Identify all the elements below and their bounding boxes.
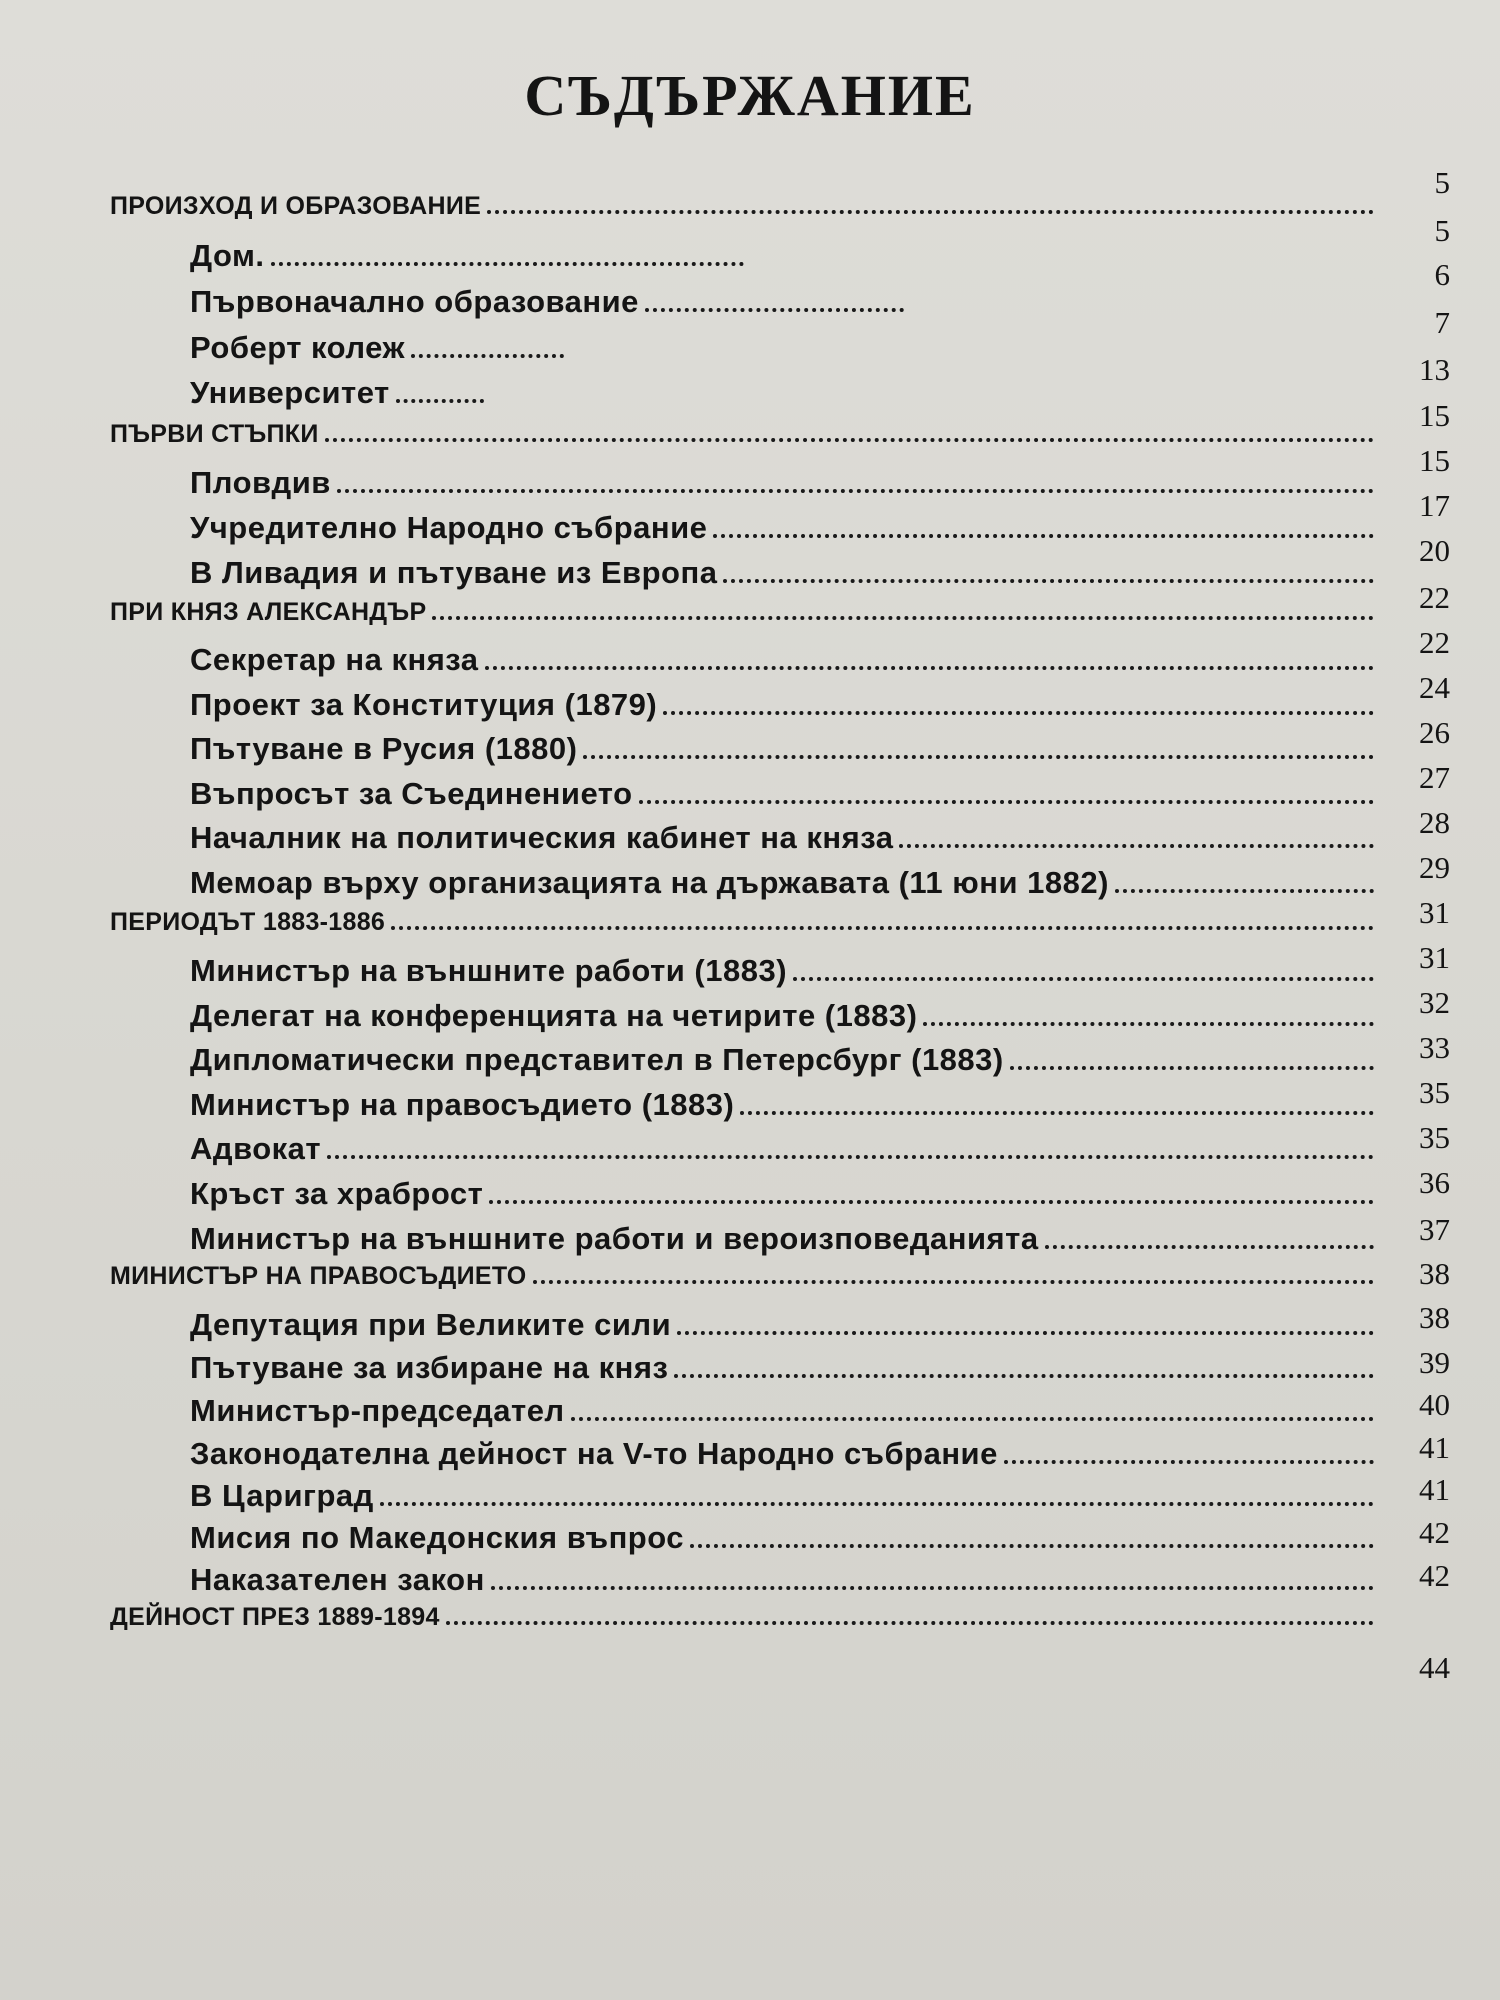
toc-subsection [190,1350,1380,1386]
toc-entry-title: Въпросът за Съединението [190,776,633,811]
toc-entry-title: МИНИСТЪР НА ПРАВОСЪДИЕТО [110,1262,527,1290]
toc-page-number: 35 [1419,1120,1450,1155]
toc-page-number: 13 [1419,352,1450,387]
dot-leader [899,827,1374,848]
toc-entry-title: Кръст за храброст [190,1176,484,1211]
toc-subsection [190,238,750,274]
toc-subsection [190,998,1380,1034]
toc-page-number: 33 [1419,1030,1450,1065]
toc-page-number: 39 [1419,1345,1450,1380]
toc-subsection [190,1131,1380,1167]
dot-leader [487,196,1374,214]
toc-page-number: 42 [1419,1515,1450,1550]
toc-page-number: 17 [1419,488,1450,523]
toc-entry-title: Дипломатически представител в Петерсбург (1883) [190,1042,1004,1077]
toc-subsection [190,510,1380,546]
toc-subsection [190,375,490,411]
toc-entry-title: В Ливадия и пътуване из Европа [190,555,718,590]
toc-page-number: 44 [1419,1650,1450,1685]
toc-subsection [190,776,1380,812]
dot-leader [740,1094,1374,1115]
toc-page-number: 35 [1419,1075,1450,1110]
dot-leader [485,649,1374,670]
toc-page-number: 28 [1419,805,1450,840]
toc-entry-title: Началник на политическия кабинет на княза [190,820,894,855]
toc-entry-title: Първоначално образование [190,284,639,319]
toc-section [110,1262,1380,1291]
toc-subsection [190,465,1380,501]
toc-page-number: 37 [1419,1212,1450,1247]
toc-page-number: 6 [1434,257,1450,292]
toc-entry-title: Министър-председател [190,1393,565,1428]
toc-entry-title: Наказателен закон [190,1562,485,1597]
dot-leader [380,1485,1374,1506]
dot-leader [325,424,1374,442]
toc-entry-title: Пътуване за избиране на княз [190,1350,669,1385]
toc-entry-title: Министър на външните работи (1883) [190,953,788,988]
toc-subsection [190,1307,1380,1343]
toc-section [110,1603,1380,1632]
toc-entry-title: Секретар на княза [190,642,479,677]
toc-entry-title: Адвокат [190,1131,322,1166]
dot-leader [1010,1049,1374,1070]
toc-page-number: 5 [1434,165,1450,200]
toc-subsection [190,953,1380,989]
toc-page-number: 42 [1419,1558,1450,1593]
dot-leader [1004,1443,1374,1464]
toc-entry-title: Мисия по Македонския въпрос [190,1520,685,1555]
toc-page-number: 26 [1419,715,1450,750]
toc-entry-title: Делегат на конференцията на четирите (1883) [190,998,918,1033]
toc-entry-title: Пловдив [190,465,331,500]
toc-page-number: 27 [1419,760,1450,795]
toc-page-number: 22 [1419,580,1450,615]
dot-leader [533,1266,1374,1284]
toc-entry-title: ПЪРВИ СТЪПКИ [110,420,319,448]
toc-entry-title: Мемоар върху организацията на държавата (11 юни 1882) [190,865,1109,900]
toc-page-number: 31 [1419,895,1450,930]
toc-entry-title: Роберт колеж [190,330,405,365]
toc-section [110,908,1380,937]
toc-entry-title: Законодателна дейност на V-то Народно събрание [190,1436,998,1471]
dot-leader [571,1400,1374,1421]
toc-subsection [190,1042,1380,1078]
toc-page-number: 24 [1419,670,1450,705]
toc-entry-title: Депутация при Великите сили [190,1307,672,1342]
toc-subsection [190,284,910,320]
toc-subsection [190,687,1380,723]
toc-section [110,420,1380,449]
dot-leader [411,337,564,358]
toc-subsection [190,1478,1380,1514]
dot-leader [271,245,744,266]
toc-entry-title: ДЕЙНОСТ ПРЕЗ 1889-1894 [110,1603,440,1631]
toc-subsection [190,1520,1380,1556]
toc-entry-title: Учредително Народно събрание [190,510,708,545]
dot-leader [327,1138,1374,1159]
toc-subsection [190,1176,1380,1212]
dot-leader [723,562,1374,583]
toc-subsection [190,1087,1380,1123]
dot-leader [391,912,1374,930]
toc-entry-title: Пътуване в Русия (1880) [190,731,578,766]
dot-leader [677,1314,1374,1335]
toc-subsection [190,1221,1380,1257]
toc-subsection [190,865,1380,901]
dot-leader [583,738,1374,759]
dot-leader [446,1607,1374,1625]
toc-section [110,192,1380,221]
dot-leader [491,1569,1374,1590]
toc-entry-title: ПРИ КНЯЗ АЛЕКСАНДЪР [110,598,427,626]
toc-entry-title: В Цариград [190,1478,374,1513]
dot-leader [923,1005,1374,1026]
toc-subsection [190,820,1380,856]
dot-leader [489,1183,1374,1204]
dot-leader [1045,1228,1374,1249]
dot-leader [713,517,1374,538]
toc-page-number: 36 [1419,1165,1450,1200]
toc-entry-title: Министър на външните работи и вероизповеданията [190,1221,1039,1256]
toc-page-number: 40 [1419,1387,1450,1422]
toc-page-number: 41 [1419,1430,1450,1465]
toc-subsection [190,642,1380,678]
dot-leader [1115,872,1374,893]
toc-entry-title: ПРОИЗХОД И ОБРАЗОВАНИЕ [110,192,482,220]
toc-page-number: 5 [1434,213,1450,248]
toc-page-number: 22 [1419,625,1450,660]
toc-entry-title: Проект за Конституция (1879) [190,687,658,722]
dot-leader [793,960,1374,981]
toc-subsection [190,1393,1380,1429]
toc-page-number: 15 [1419,443,1450,478]
toc-page-number: 20 [1419,533,1450,568]
toc-page-number: 38 [1419,1256,1450,1291]
toc-page-number: 32 [1419,985,1450,1020]
toc-entry-title: ПЕРИОДЪТ 1883-1886 [110,908,386,936]
toc-page-number: 29 [1419,850,1450,885]
toc-subsection [190,1562,1380,1598]
toc-subsection [190,731,1380,767]
toc-entry-title: Дом. [190,238,265,273]
dot-leader [674,1357,1374,1378]
toc-section [110,598,1380,627]
dot-leader [337,472,1374,493]
dot-leader [690,1527,1374,1548]
page-title: СЪДЪРЖАНИЕ [524,63,976,128]
toc-page-number: 31 [1419,940,1450,975]
toc-page-number: 7 [1434,305,1450,340]
dot-leader [663,694,1374,715]
toc-entry-title: Университет [190,375,390,410]
toc-subsection [190,330,570,366]
dot-leader [645,291,904,312]
toc-page-number: 41 [1419,1472,1450,1507]
toc-subsection [190,555,1380,591]
dot-leader [396,382,484,403]
dot-leader [432,602,1374,620]
toc-page-number: 38 [1419,1300,1450,1335]
toc-entry-title: Министър на правосъдието (1883) [190,1087,735,1122]
toc-page-number: 15 [1419,398,1450,433]
dot-leader [639,783,1374,804]
toc-subsection [190,1436,1380,1472]
